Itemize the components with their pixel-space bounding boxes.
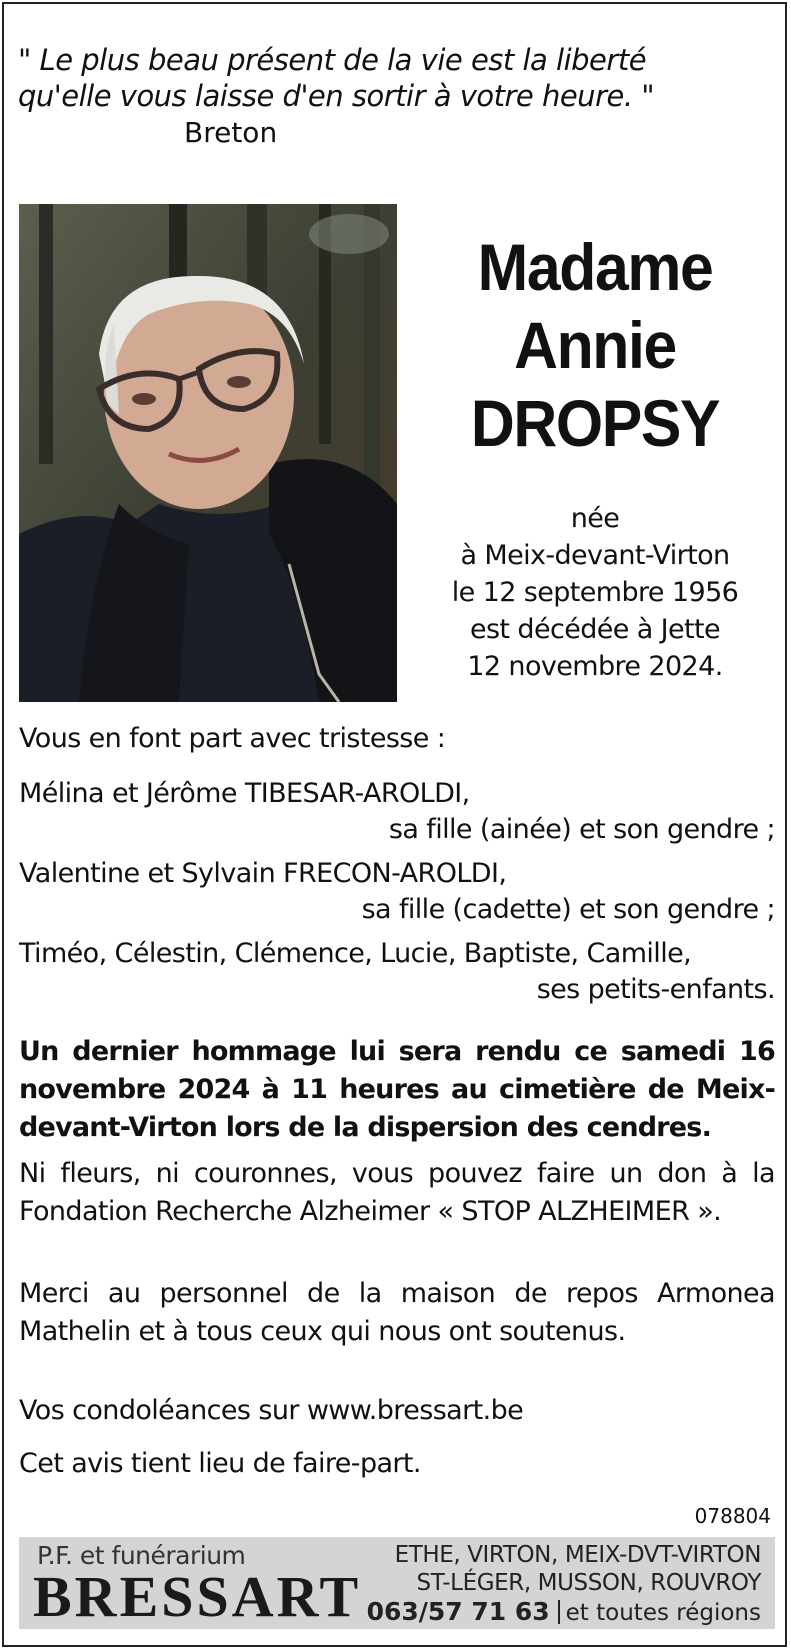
- birth-line: 12 novembre 2024.: [467, 651, 723, 682]
- birth-line: le 12 septembre 1956: [451, 577, 739, 608]
- phone-number: 063/57 71 63: [366, 1597, 550, 1626]
- funeral-home-banner: [19, 1537, 775, 1629]
- first-name: Annie: [514, 308, 676, 382]
- family-names: Timéo, Célestin, Clémence, Lucie, Baptiste, Camille,: [19, 938, 692, 969]
- brand-logo: BRESSART: [33, 1564, 362, 1629]
- contact-line: [367, 1597, 761, 1626]
- quote-line-1: " Le plus beau présent de la vie est la liberté: [18, 43, 647, 77]
- family-relation: ses petits-enfants.: [536, 974, 775, 1005]
- locations-line-2: ST-LÉGER, MUSSON, ROUVROY: [416, 1570, 761, 1596]
- locations-line-1: ETHE, VIRTON, MEIX-DVT-VIRTON: [394, 1542, 761, 1568]
- epigraph-quote: [18, 42, 718, 114]
- locations: [395, 1541, 761, 1597]
- ceremony-text: Un dernier hommage lui sera rendu ce samedi 16 novembre 2024 à 11 heures au cimetière de Meix-devant-Virton lors de la dispersion des cendres.: [19, 1036, 775, 1143]
- condolences-text: Vos condoléances sur www.bressart.be: [19, 1395, 524, 1426]
- reference-number: 078804: [694, 1504, 771, 1528]
- quote-author: Breton: [184, 116, 278, 149]
- birth-death-info: [415, 500, 775, 685]
- thanks-text: Merci au personnel de la maison de repos Armonea Mathelin et à tous ceux qui nous ont soutenus.: [19, 1278, 775, 1347]
- donation-text: Ni fleurs, ni couronnes, vous pouvez faire un don à la Fondation Recherche Alzheimer « STOP ALZHEIMER ».: [19, 1158, 775, 1227]
- family-relation: sa fille (cadette) et son gendre ;: [361, 894, 775, 925]
- name-title: Madame: [477, 230, 713, 304]
- family-relation: sa fille (ainée) et son gendre ;: [388, 814, 775, 845]
- portrait-photo: [19, 204, 397, 702]
- family-names: Mélina et Jérôme TIBESAR-AROLDI,: [19, 778, 470, 809]
- separator: [558, 1600, 560, 1624]
- deceased-name: [429, 228, 760, 462]
- birth-line: à Meix-devant-Virton: [460, 540, 730, 571]
- notice-text: Cet avis tient lieu de faire-part.: [19, 1448, 421, 1479]
- pf-label: P.F. et funérarium: [37, 1541, 246, 1570]
- family-names: Valentine et Sylvain FRECON-AROLDI,: [19, 858, 507, 889]
- intro-text: Vous en font part avec tristesse :: [19, 723, 446, 754]
- portrait-illustration: [19, 204, 397, 702]
- regions-text: et toutes régions: [565, 1600, 761, 1626]
- birth-line: née: [570, 503, 620, 534]
- birth-line: est décédée à Jette: [469, 614, 721, 645]
- quote-line-2: qu'elle vous laisse d'en sortir à votre heure. ": [18, 79, 655, 113]
- last-name: DROPSY: [470, 386, 720, 460]
